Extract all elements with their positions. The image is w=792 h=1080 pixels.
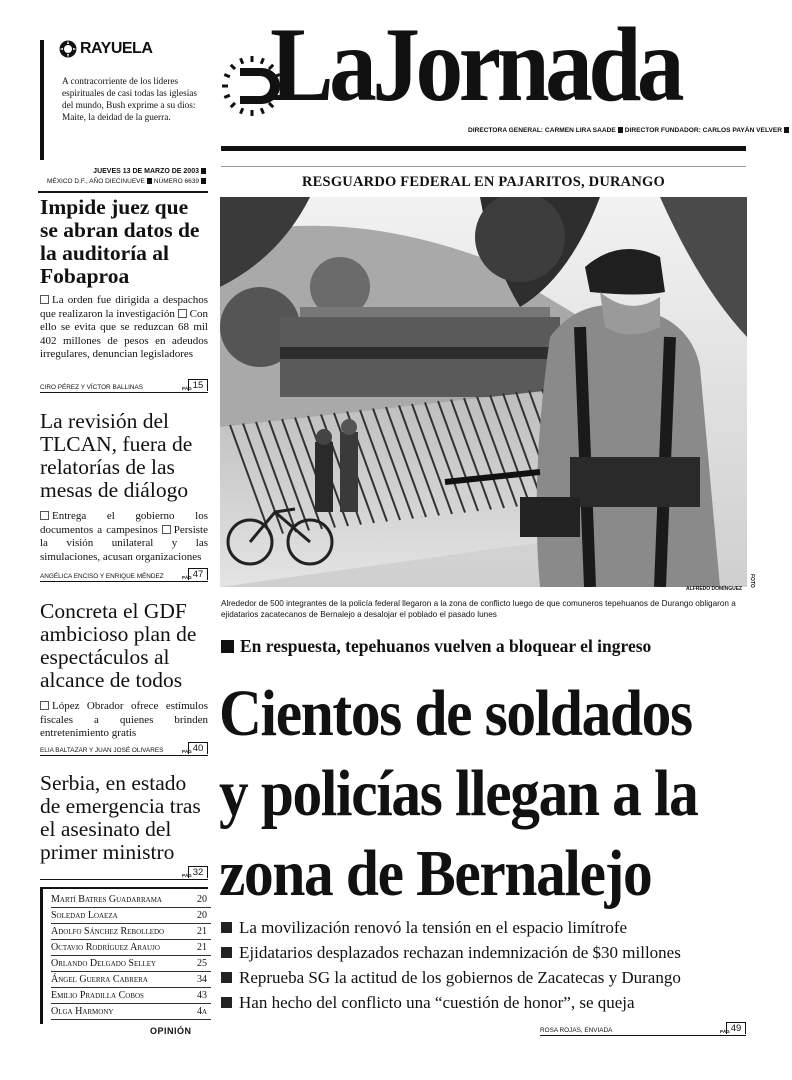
masthead-thin-rule	[221, 166, 746, 167]
lead-bullet-text: Ejidatarios desplazados rechazan indemnización de $30 millones	[239, 943, 681, 962]
photo-kicker: RESGUARDO FEDERAL EN PAJARITOS, DURANGO	[302, 174, 665, 190]
opinion-page: 20	[197, 910, 207, 921]
lead-author: ROSA ROJAS, ENVIADA	[540, 1027, 613, 1034]
directors-line	[468, 127, 791, 134]
lead-subhead-text: En respuesta, tepehuanos vuelven a bloquear el ingreso	[240, 636, 652, 656]
bullet-box-icon	[162, 525, 171, 534]
story-1-deck-2: Con ello se evita que se reduzcan 68 mil 402 millones de pesos en adeudos irregulares, denuncian legisladores	[40, 307, 208, 360]
bullet-box-icon	[178, 309, 187, 318]
opinion-item[interactable]	[51, 972, 211, 988]
bullet-square-icon	[221, 640, 234, 653]
story-2-author: ANGÉLICA ENCISO Y ENRIQUE MÉNDEZ	[40, 573, 164, 580]
headline-line-3: zona de Bernalejo	[219, 837, 652, 910]
lead-subhead	[221, 636, 748, 657]
story-3-page-ref[interactable]	[182, 742, 208, 754]
bullet-square-icon	[221, 947, 232, 958]
bullet-square-icon	[221, 922, 232, 933]
lead-bullet	[221, 993, 748, 1013]
opinion-page: 25	[197, 958, 207, 969]
photo-tag: FOTO	[749, 574, 755, 588]
story-2-page-number: 47	[188, 568, 208, 580]
lead-headline[interactable]	[219, 674, 701, 914]
story-1-page-number: 15	[188, 379, 208, 391]
page-tag: PÁG	[720, 1029, 730, 1034]
story-3-deck-1: López Obrador ofrece estímulos fiscales a quienes brinden entretenimiento gratis	[40, 700, 208, 739]
opinion-item[interactable]	[51, 956, 211, 972]
story-1-byline	[40, 379, 208, 393]
opinion-item[interactable]	[51, 940, 211, 956]
opinion-author: Orlando Delgado Selley	[51, 958, 157, 969]
date-line	[38, 168, 208, 175]
issue-place-year: MÉXICO D.F., AÑO DIECINUEVE	[46, 178, 145, 185]
issue-date: JUEVES 13 DE MARZO DE 2003	[93, 168, 199, 175]
opinion-page: 21	[197, 926, 207, 937]
headline-line-1: Cientos de soldados	[219, 677, 692, 750]
story-1-page-ref[interactable]	[182, 379, 208, 391]
story-3-page-number: 40	[188, 742, 208, 754]
opinion-author: Soledad Loaeza	[51, 910, 118, 921]
opinion-label: OPINIÓN	[150, 1026, 192, 1036]
opinion-item[interactable]	[51, 924, 211, 940]
opinion-page: 43	[197, 990, 207, 1001]
rayuela-text: A contracorriente de los líderes espirituales de casi todas las iglesias del mundo, Bush exprime a su dios: Maite, la deidad de la guerra.	[62, 77, 198, 123]
bullet-square-icon	[221, 972, 232, 983]
opinion-item[interactable]	[51, 1004, 211, 1020]
rayuela-label: RAYUELA	[80, 40, 153, 57]
opinion-page: 4a	[196, 1006, 207, 1017]
lead-byline	[540, 1022, 746, 1036]
bullet-square-icon	[221, 997, 232, 1008]
lead-page-ref[interactable]	[720, 1022, 746, 1034]
opinion-author: Ángel Guerra Cabrera	[51, 974, 148, 985]
opinion-author: Octavio Rodríguez Araujo	[51, 942, 160, 953]
page-tag: PÁG	[182, 873, 192, 878]
photo-caption: Alrededor de 500 integrantes de la policía federal llegaron a la zona de conflicto luego de que comuneros tepehuanos de Durango obligaron a ejidatarios zacatecanos de Bernalejo a desalojar el poblado el pasado lunes	[221, 599, 736, 619]
director-general: DIRECTORA GENERAL: CARMEN LIRA SAADE	[468, 127, 616, 134]
story-2-page-ref[interactable]	[182, 568, 208, 580]
story-1-body	[40, 294, 208, 362]
issue-line	[38, 178, 208, 185]
lead-photo[interactable]	[220, 197, 747, 587]
opinion-page: 34	[197, 974, 207, 985]
issue-number: NÚMERO 6639	[153, 178, 199, 185]
story-3-body	[40, 700, 208, 741]
director-founder: DIRECTOR FUNDADOR: CARLOS PAYÁN VELVER	[624, 127, 783, 134]
story-2-body	[40, 510, 208, 564]
opinion-item[interactable]	[51, 908, 211, 924]
opinion-author: Adolfo Sánchez Rebolledo	[51, 926, 165, 937]
masthead-rule	[221, 146, 746, 151]
opinion-page: 20	[197, 894, 207, 905]
story-1-deck-1: La orden fue dirigida a despachos que realizaron la investigación	[40, 294, 208, 320]
story-2-deck-1: Entrega el gobierno los documentos a campesinos	[40, 510, 208, 536]
lead-bullet-text: La movilización renovó la tensión en el espacio limítrofe	[239, 918, 628, 937]
story-3-author: ELIA BALTAZAR Y JUAN JOSÉ OLIVARES	[40, 747, 164, 754]
rayuela-sun-icon	[58, 39, 78, 59]
opinion-author: Martí Batres Guadarrama	[51, 894, 162, 905]
story-4-byline	[40, 866, 208, 880]
lead-bullet	[221, 968, 748, 988]
left-column-rule	[38, 191, 208, 193]
opinion-author: Emilio Pradilla Cobos	[51, 990, 144, 1001]
headline-line-2: y policías llegan a la	[219, 757, 698, 830]
newspaper-logo[interactable]: LaJornada	[270, 6, 681, 123]
bullet-box-icon	[40, 295, 49, 304]
story-1-author: CIRO PÉREZ Y VÍCTOR BALLINAS	[40, 384, 143, 391]
story-2-title[interactable]: La revisión del TLCAN, fuera de relatorías de las mesas de diálogo	[40, 409, 193, 502]
opinion-list	[40, 888, 208, 1024]
lead-bullet	[221, 918, 748, 938]
story-3-byline	[40, 742, 208, 756]
story-4-page-ref[interactable]	[182, 866, 208, 878]
lead-bullet-text: Reprueba SG la actitud de los gobiernos de Zacatecas y Durango	[239, 968, 681, 987]
story-4-title[interactable]: Serbia, en estado de emergencia tras el asesinato del primer ministro	[40, 771, 201, 864]
opinion-page: 21	[197, 942, 207, 953]
story-4-page-number: 32	[188, 866, 208, 878]
page-tag: PÁG	[182, 749, 192, 754]
story-3-title[interactable]: Concreta el GDF ambicioso plan de espectáculos al alcance de todos	[40, 599, 197, 692]
opinion-item[interactable]	[51, 988, 211, 1004]
story-2-deck-2: Persiste la visión unilateral y las simulaciones, acusan organizaciones	[40, 523, 208, 563]
rayuela-header	[58, 38, 152, 60]
photo-credit: ALFREDO DOMÍNGUEZ	[686, 586, 743, 592]
lead-bullet	[221, 943, 748, 963]
story-1-title[interactable]: Impide juez que se abran datos de la auditoría al Fobaproa	[40, 195, 200, 288]
story-2-byline	[40, 568, 208, 582]
bullet-box-icon	[40, 701, 49, 710]
lead-page-number: 49	[726, 1022, 746, 1034]
opinion-item[interactable]	[51, 892, 211, 908]
bullet-box-icon	[40, 511, 49, 520]
lead-bullet-text: Han hecho del conflicto una “cuestión de honor”, se queja	[239, 993, 635, 1012]
page-tag: PÁG	[182, 575, 192, 580]
opinion-author: Olga Harmony	[51, 1006, 114, 1017]
page-tag: PÁG	[182, 386, 192, 391]
